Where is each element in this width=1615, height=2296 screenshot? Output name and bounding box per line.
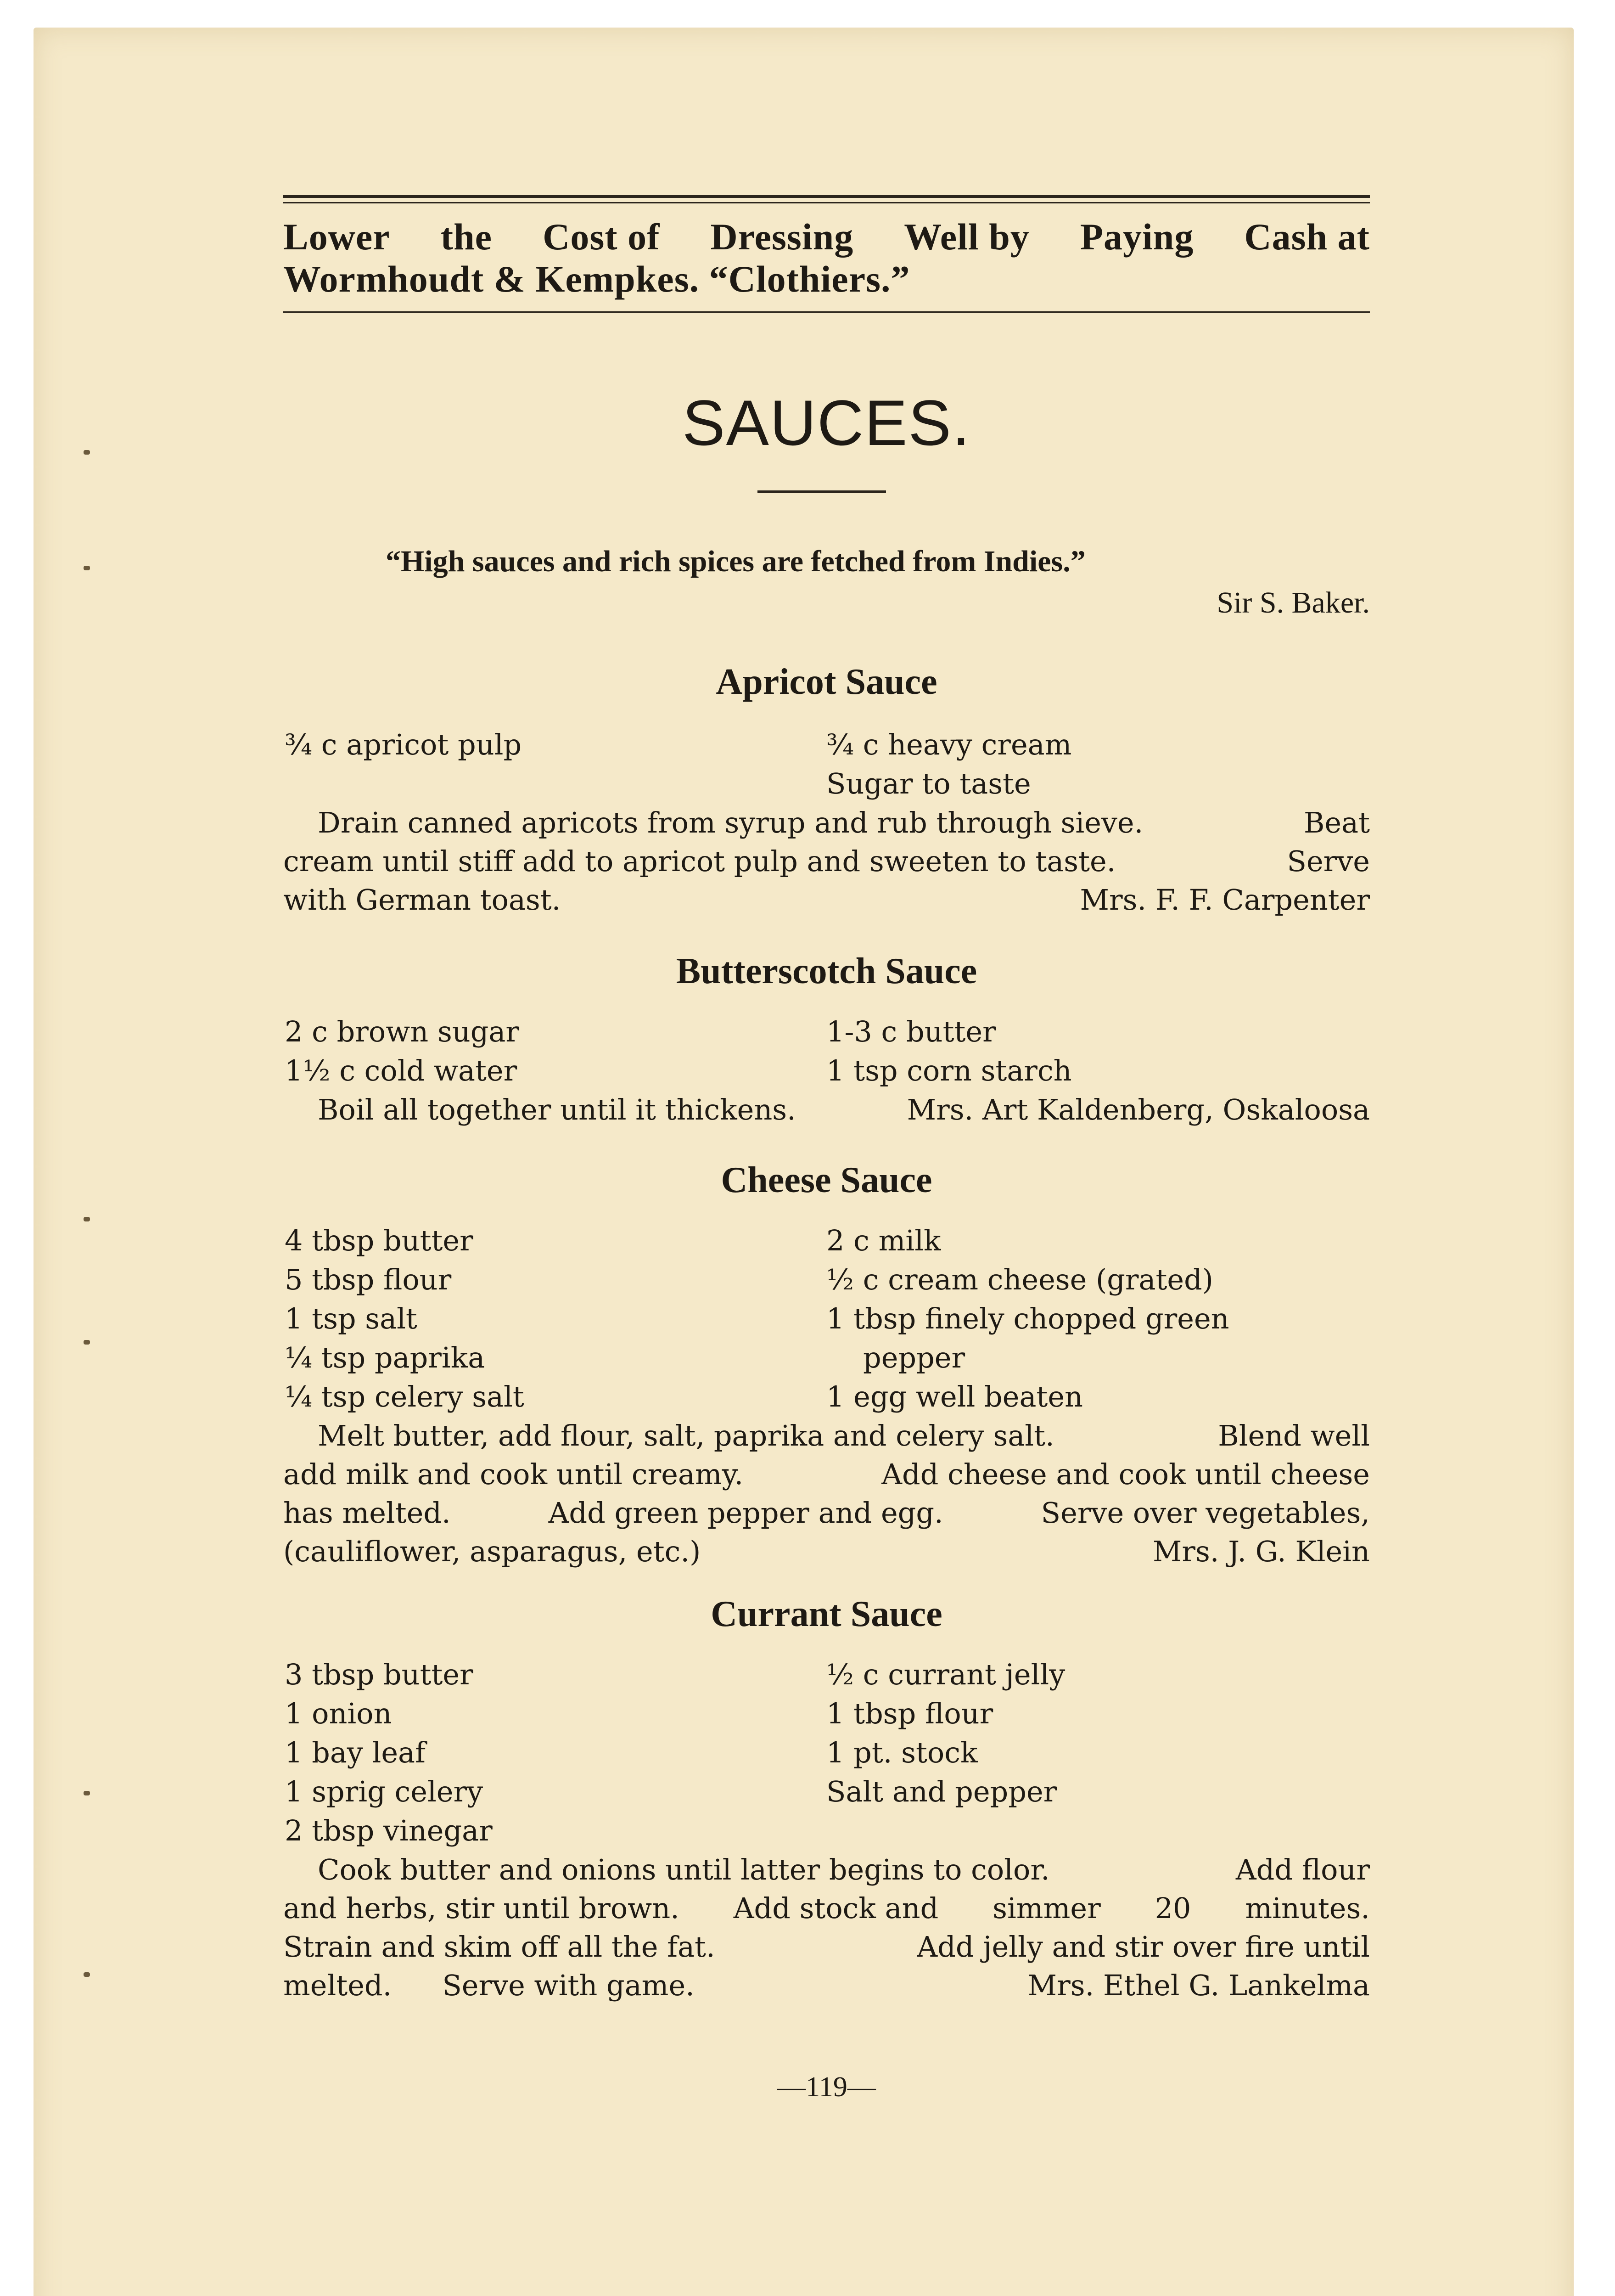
text: simmer xyxy=(993,1891,1101,1925)
margin-speck xyxy=(84,1217,90,1221)
ad-word: Lower xyxy=(283,216,390,258)
ingredient: ¼ tsp paprika xyxy=(285,1341,485,1374)
advertisement xyxy=(283,216,1370,300)
text: Add flour xyxy=(1235,1853,1370,1886)
ad-word: Dressing xyxy=(710,216,854,258)
ingredient: Sugar to taste xyxy=(826,767,1031,800)
ingredient: 2 tbsp vinegar xyxy=(285,1814,493,1847)
text: Add jelly and stir over fire until xyxy=(917,1930,1370,1964)
ad-word: the xyxy=(440,216,493,258)
text-line xyxy=(283,1851,1370,1889)
ad-line-1 xyxy=(283,216,1370,258)
header-rule-bottom xyxy=(283,311,1370,313)
ingredient: 1 tbsp flour xyxy=(826,1697,993,1730)
text-line xyxy=(283,804,1370,842)
text-line xyxy=(283,1928,1370,1966)
recipe-directions-apricot xyxy=(283,804,1370,919)
attribution: Mrs. F. F. Carpenter xyxy=(1080,883,1370,917)
header-rule-top xyxy=(283,195,1370,198)
ingredient: 4 tbsp butter xyxy=(285,1224,473,1257)
ingredient: 2 c milk xyxy=(826,1224,941,1257)
text: add milk and cook until creamy. xyxy=(283,1458,744,1491)
epigraph: “High sauces and rich spices are fetched from Indies.” xyxy=(386,545,1086,578)
ingredient: 1 egg well beaten xyxy=(826,1380,1083,1413)
epigraph-author: Sir S. Baker. xyxy=(1217,586,1370,619)
recipe-title-apricot: Apricot Sauce xyxy=(716,662,937,702)
ingredient: 1 tsp corn starch xyxy=(826,1054,1072,1087)
recipe-directions-butterscotch xyxy=(283,1091,1370,1129)
ingredient: 1 bay leaf xyxy=(285,1736,426,1769)
attribution: Mrs. J. G. Klein xyxy=(1152,1535,1370,1568)
text: minutes. xyxy=(1245,1891,1370,1925)
ingredient: ½ c cream cheese (grated) xyxy=(826,1263,1213,1296)
text: Serve with game. xyxy=(442,1969,695,2002)
section-title: SAUCES. xyxy=(682,387,971,459)
text-line xyxy=(283,1889,1370,1928)
ad-word: Cash at xyxy=(1244,216,1370,258)
text: Strain and skim off all the fat. xyxy=(283,1930,715,1964)
text: Drain canned apricots from syrup and rub through sieve. xyxy=(318,806,1144,839)
ingredient: 3 tbsp butter xyxy=(285,1658,473,1691)
text: Serve xyxy=(1287,844,1370,878)
text: (cauliflower, asparagus, etc.) xyxy=(283,1535,701,1568)
ad-line-2: Wormhoudt & Kempkes. “Clothiers.” xyxy=(283,258,910,300)
attribution: Mrs. Art Kaldenberg, Oskaloosa xyxy=(907,1093,1370,1126)
text-line xyxy=(283,1966,1370,2005)
ad-word: Cost of xyxy=(543,216,660,258)
text: Boil all together until it thickens. xyxy=(318,1093,796,1126)
ad-word: Paying xyxy=(1080,216,1194,258)
text-line xyxy=(283,1417,1370,1455)
ingredient: Salt and pepper xyxy=(826,1775,1057,1808)
ingredient: 1 sprig celery xyxy=(285,1775,483,1808)
recipe-title-currant: Currant Sauce xyxy=(711,1594,942,1634)
ingredient: 1 onion xyxy=(285,1697,392,1730)
ad-word: Well by xyxy=(904,216,1030,258)
text: 20 xyxy=(1155,1891,1191,1925)
text: Cook butter and onions until latter begins to color. xyxy=(318,1853,1050,1886)
ingredient: 1 pt. stock xyxy=(826,1736,978,1769)
text: Add stock and xyxy=(733,1891,939,1925)
margin-speck xyxy=(84,1791,90,1795)
text: Serve over vegetables, xyxy=(1041,1496,1370,1530)
ingredient: 1 tbsp finely chopped green xyxy=(826,1302,1229,1335)
text: cream until stiff add to apricot pulp and sweeten to taste. xyxy=(283,844,1116,878)
text-line xyxy=(283,1532,1370,1571)
ingredient: 2 c brown sugar xyxy=(285,1015,519,1048)
text: Beat xyxy=(1303,806,1370,839)
title-rule xyxy=(757,490,886,493)
ingredient: ¾ c heavy cream xyxy=(826,728,1072,761)
ingredient: ¾ c apricot pulp xyxy=(285,728,522,761)
margin-speck xyxy=(84,450,90,455)
text-line xyxy=(283,881,1370,919)
text-line xyxy=(283,1494,1370,1532)
margin-speck xyxy=(84,566,90,570)
ingredient: 1 tsp salt xyxy=(285,1302,417,1335)
text: Blend well xyxy=(1218,1419,1370,1452)
text-line xyxy=(283,842,1370,881)
text: melted. xyxy=(283,1969,392,2002)
recipe-title-cheese: Cheese Sauce xyxy=(721,1160,932,1200)
text-line xyxy=(283,1455,1370,1494)
recipe-title-butterscotch: Butterscotch Sauce xyxy=(676,951,977,991)
text: Add green pepper and egg. xyxy=(548,1496,943,1530)
recipe-directions-cheese xyxy=(283,1417,1370,1571)
page-number: —119— xyxy=(777,2071,876,2103)
recipe-directions-currant xyxy=(283,1851,1370,2005)
margin-speck xyxy=(84,1972,90,1977)
ingredient: 1½ c cold water xyxy=(285,1054,517,1087)
text: Add cheese and cook until cheese xyxy=(881,1458,1370,1491)
text: Melt butter, add flour, salt, paprika and celery salt. xyxy=(318,1419,1054,1452)
ingredient: 1-3 c butter xyxy=(826,1015,996,1048)
ingredient: 5 tbsp flour xyxy=(285,1263,452,1296)
margin-speck xyxy=(84,1340,90,1345)
attribution: Mrs. Ethel G. Lankelma xyxy=(1027,1969,1370,2002)
ingredient: ½ c currant jelly xyxy=(826,1658,1065,1691)
ingredient: ¼ tsp celery salt xyxy=(285,1380,524,1413)
text: has melted. xyxy=(283,1496,451,1530)
text-line xyxy=(283,1091,1370,1129)
header-rule-top-thin xyxy=(283,202,1370,203)
text: with German toast. xyxy=(283,883,561,917)
ingredient: pepper xyxy=(863,1341,965,1374)
text: and herbs, stir until brown. xyxy=(283,1891,679,1925)
